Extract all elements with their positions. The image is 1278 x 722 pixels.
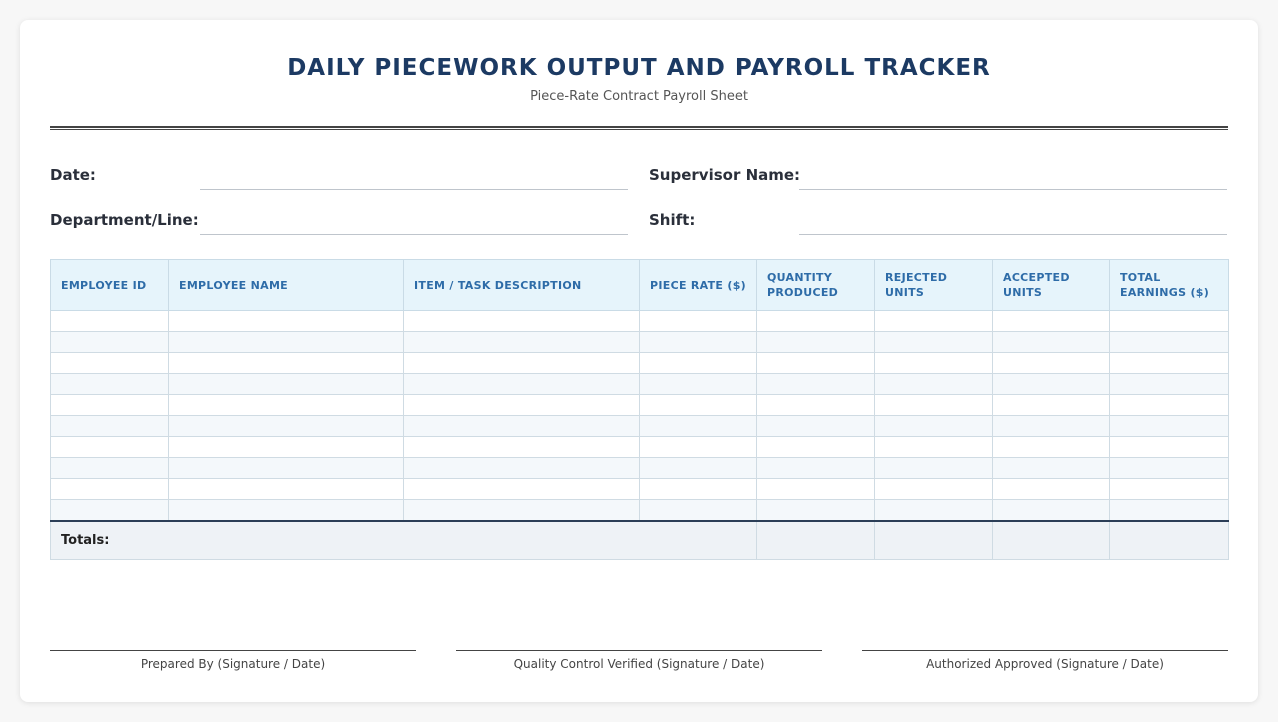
table-cell[interactable] bbox=[1110, 458, 1229, 479]
table-cell[interactable] bbox=[993, 479, 1110, 500]
table-cell[interactable] bbox=[875, 353, 993, 374]
table-cell[interactable] bbox=[169, 353, 404, 374]
table-cell[interactable] bbox=[875, 479, 993, 500]
table-cell[interactable] bbox=[404, 332, 640, 353]
table-cell[interactable] bbox=[1110, 479, 1229, 500]
table-cell[interactable] bbox=[1110, 395, 1229, 416]
table-cell[interactable] bbox=[640, 311, 757, 332]
signature-prepared[interactable]: Prepared By (Signature / Date) bbox=[50, 650, 416, 671]
table-cell[interactable] bbox=[169, 479, 404, 500]
table-cell[interactable] bbox=[640, 353, 757, 374]
table-cell[interactable] bbox=[993, 458, 1110, 479]
table-cell[interactable] bbox=[1110, 437, 1229, 458]
table-cell[interactable] bbox=[1110, 353, 1229, 374]
table-cell[interactable] bbox=[757, 437, 875, 458]
shift-input-line[interactable] bbox=[799, 234, 1227, 235]
supervisor-input-line[interactable] bbox=[799, 189, 1227, 190]
signature-approved[interactable]: Authorized Approved (Signature / Date) bbox=[862, 650, 1228, 671]
table-cell[interactable] bbox=[404, 416, 640, 437]
table-cell[interactable] bbox=[757, 416, 875, 437]
table-body bbox=[51, 311, 1229, 560]
table-cell[interactable] bbox=[875, 374, 993, 395]
col-total-earnings: TOTAL EARNINGS ($) bbox=[1110, 260, 1229, 311]
table-cell[interactable] bbox=[404, 458, 640, 479]
table-cell[interactable] bbox=[51, 311, 169, 332]
table-cell[interactable] bbox=[51, 437, 169, 458]
table-cell[interactable] bbox=[993, 395, 1110, 416]
table-cell[interactable] bbox=[169, 332, 404, 353]
table-cell[interactable] bbox=[1110, 500, 1229, 521]
table-row bbox=[51, 374, 1229, 395]
table-cell[interactable] bbox=[757, 353, 875, 374]
table-row bbox=[51, 500, 1229, 521]
table-row bbox=[51, 395, 1229, 416]
totals-earnings-cell[interactable] bbox=[1110, 521, 1229, 560]
table-cell[interactable] bbox=[1110, 332, 1229, 353]
col-piece-rate: PIECE RATE ($) bbox=[640, 260, 757, 311]
table-cell[interactable] bbox=[51, 479, 169, 500]
table-cell[interactable] bbox=[404, 500, 640, 521]
form-fields bbox=[50, 130, 1228, 260]
col-task-description: ITEM / TASK DESCRIPTION bbox=[404, 260, 640, 311]
table-cell[interactable] bbox=[51, 353, 169, 374]
date-label: Date: bbox=[50, 166, 96, 184]
table-cell[interactable] bbox=[993, 332, 1110, 353]
table-cell[interactable] bbox=[1110, 374, 1229, 395]
table-cell[interactable] bbox=[640, 374, 757, 395]
table-cell[interactable] bbox=[640, 395, 757, 416]
table-row bbox=[51, 332, 1229, 353]
page-title: DAILY PIECEWORK OUTPUT AND PAYROLL TRACKER bbox=[287, 55, 991, 81]
table-cell[interactable] bbox=[404, 311, 640, 332]
table-cell[interactable] bbox=[51, 500, 169, 521]
table-cell[interactable] bbox=[993, 416, 1110, 437]
page-subtitle: Piece-Rate Contract Payroll Sheet bbox=[530, 89, 748, 104]
table-cell[interactable] bbox=[169, 416, 404, 437]
table-row bbox=[51, 353, 1229, 374]
payroll-table bbox=[50, 259, 1229, 560]
table-cell[interactable] bbox=[875, 458, 993, 479]
shift-field[interactable] bbox=[649, 208, 1227, 238]
table-cell[interactable] bbox=[993, 353, 1110, 374]
table-cell[interactable] bbox=[640, 500, 757, 521]
table-cell[interactable] bbox=[1110, 311, 1229, 332]
table-cell[interactable] bbox=[875, 437, 993, 458]
table-header-row bbox=[51, 260, 1229, 311]
table-cell[interactable] bbox=[993, 311, 1110, 332]
table-cell[interactable] bbox=[51, 332, 169, 353]
col-employee-name: EMPLOYEE NAME bbox=[169, 260, 404, 311]
supervisor-field[interactable] bbox=[649, 163, 1227, 193]
department-input-line[interactable] bbox=[200, 234, 628, 235]
table-cell[interactable] bbox=[875, 332, 993, 353]
col-quantity-produced: QUANTITY PRODUCED bbox=[757, 260, 875, 311]
department-field[interactable] bbox=[50, 208, 628, 238]
table-cell[interactable] bbox=[757, 458, 875, 479]
totals-accepted-cell[interactable] bbox=[993, 521, 1110, 560]
payroll-sheet bbox=[20, 20, 1258, 702]
col-accepted-units: ACCEPTED UNITS bbox=[993, 260, 1110, 311]
table-cell[interactable] bbox=[757, 332, 875, 353]
table-cell[interactable] bbox=[169, 458, 404, 479]
department-label: Department/Line: bbox=[50, 211, 199, 229]
supervisor-label: Supervisor Name: bbox=[649, 166, 801, 184]
table-cell[interactable] bbox=[757, 395, 875, 416]
table-cell[interactable] bbox=[404, 353, 640, 374]
totals-rejected-cell[interactable] bbox=[875, 521, 993, 560]
totals-label: Totals: bbox=[51, 521, 757, 560]
shift-label: Shift: bbox=[649, 211, 696, 229]
table-cell[interactable] bbox=[169, 395, 404, 416]
table-cell[interactable] bbox=[757, 311, 875, 332]
table-cell[interactable] bbox=[993, 374, 1110, 395]
table-cell[interactable] bbox=[757, 374, 875, 395]
table-cell[interactable] bbox=[640, 332, 757, 353]
table-row bbox=[51, 479, 1229, 500]
table-cell[interactable] bbox=[875, 395, 993, 416]
table-cell[interactable] bbox=[875, 500, 993, 521]
table-cell[interactable] bbox=[993, 437, 1110, 458]
table-cell[interactable] bbox=[1110, 416, 1229, 437]
table-cell[interactable] bbox=[993, 500, 1110, 521]
table-cell[interactable] bbox=[640, 416, 757, 437]
table-cell[interactable] bbox=[169, 500, 404, 521]
totals-quantity-cell[interactable] bbox=[757, 521, 875, 560]
table-row bbox=[51, 311, 1229, 332]
table-row bbox=[51, 458, 1229, 479]
table-cell[interactable] bbox=[404, 374, 640, 395]
signature-qc[interactable]: Quality Control Verified (Signature / Date) bbox=[456, 650, 822, 671]
table-cell[interactable] bbox=[169, 374, 404, 395]
table-cell[interactable] bbox=[757, 500, 875, 521]
table-cell[interactable] bbox=[875, 311, 993, 332]
table-cell[interactable] bbox=[640, 437, 757, 458]
table-cell[interactable] bbox=[404, 479, 640, 500]
table-cell[interactable] bbox=[169, 311, 404, 332]
table-cell[interactable] bbox=[875, 416, 993, 437]
table-cell[interactable] bbox=[757, 479, 875, 500]
table-cell[interactable] bbox=[640, 458, 757, 479]
date-input-line[interactable] bbox=[200, 189, 628, 190]
table-cell[interactable] bbox=[169, 437, 404, 458]
table-cell[interactable] bbox=[404, 437, 640, 458]
table-cell[interactable] bbox=[404, 395, 640, 416]
col-employee-id: EMPLOYEE ID bbox=[51, 260, 169, 311]
table-row bbox=[51, 437, 1229, 458]
table-cell[interactable] bbox=[640, 479, 757, 500]
date-field[interactable] bbox=[50, 163, 628, 193]
col-rejected-units: REJECTED UNITS bbox=[875, 260, 993, 311]
table-cell[interactable] bbox=[51, 458, 169, 479]
table-cell[interactable] bbox=[51, 416, 169, 437]
totals-row bbox=[51, 521, 1229, 560]
table-row bbox=[51, 416, 1229, 437]
table-cell[interactable] bbox=[51, 395, 169, 416]
table-cell[interactable] bbox=[51, 374, 169, 395]
